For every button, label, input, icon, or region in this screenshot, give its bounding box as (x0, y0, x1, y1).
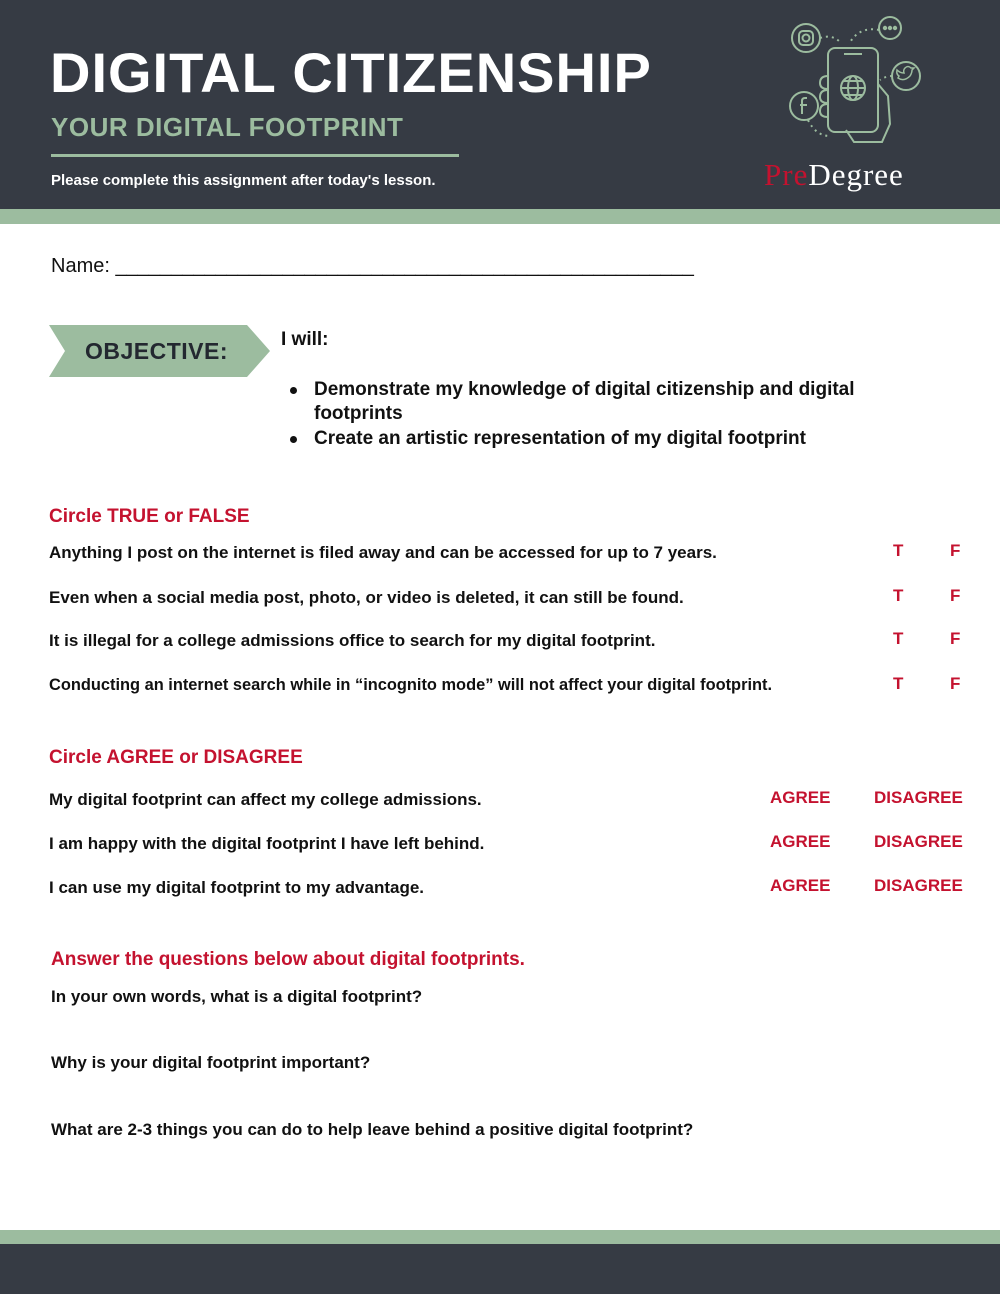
objective-list (314, 378, 934, 452)
header-banner (0, 0, 1000, 209)
true-false-heading: Circle TRUE or FALSE (49, 506, 250, 527)
true-option[interactable]: T (893, 586, 904, 605)
header-divider (51, 154, 459, 157)
agree-disagree-row (49, 878, 964, 902)
statement-text: Anything I post on the internet is filed away and can be accessed for up to 7 years. (49, 543, 717, 562)
header-accent-band (0, 209, 1000, 224)
true-false-row (49, 543, 964, 567)
true-option[interactable]: T (893, 629, 904, 648)
statement-text: I am happy with the digital footprint I have left behind. (49, 834, 485, 853)
logo-degree-text: Degree (808, 157, 904, 192)
false-option[interactable]: F (950, 586, 961, 605)
question-text: Why is your digital footprint important? (51, 1053, 371, 1072)
bullet-icon (290, 387, 297, 394)
agree-option[interactable]: AGREE (770, 832, 831, 851)
question-text: What are 2-3 things you can do to help leave behind a positive digital footprint? (51, 1120, 694, 1139)
footer-bar (0, 1244, 1000, 1294)
questions-heading: Answer the questions below about digital footprints. (51, 949, 525, 970)
disagree-option[interactable]: DISAGREE (874, 788, 963, 807)
phone-social-icon (782, 14, 932, 154)
page-title: DIGITAL CITIZENSHIP (50, 41, 652, 104)
question-text: In your own words, what is a digital footprint? (51, 987, 423, 1006)
statement-text: Conducting an internet search while in “incognito mode” will not affect your digital footprint. (49, 676, 773, 694)
page-subtitle: YOUR DIGITAL FOOTPRINT (51, 112, 404, 142)
objective-tag (49, 325, 270, 377)
footer-accent-band (0, 1230, 1000, 1244)
statement-text: Even when a social media post, photo, or video is deleted, it can still be found. (49, 588, 684, 607)
true-false-row (49, 588, 964, 612)
objective-item: Demonstrate my knowledge of digital citizenship and digital footprints (314, 378, 934, 426)
name-field[interactable] (51, 255, 694, 278)
agree-option[interactable]: AGREE (770, 876, 831, 895)
disagree-option[interactable]: DISAGREE (874, 876, 963, 895)
statement-text: My digital footprint can affect my college admissions. (49, 790, 482, 809)
disagree-option[interactable]: DISAGREE (874, 832, 963, 851)
statement-text: I can use my digital footprint to my advantage. (49, 878, 425, 897)
true-false-row (49, 676, 964, 700)
objective-intro: I will: (281, 329, 329, 350)
bullet-icon (290, 436, 297, 443)
statement-text: It is illegal for a college admissions office to search for my digital footprint. (49, 631, 656, 650)
predegree-logo (764, 158, 904, 192)
objective-item: Create an artistic representation of my digital footprint (314, 427, 934, 451)
name-label: Name: (51, 255, 116, 277)
agree-disagree-heading: Circle AGREE or DISAGREE (49, 747, 303, 768)
agree-disagree-row (49, 834, 964, 858)
assignment-instruction: Please complete this assignment after today's lesson. (51, 172, 436, 189)
agree-option[interactable]: AGREE (770, 788, 831, 807)
true-option[interactable]: T (893, 674, 904, 693)
name-blank[interactable]: ____________________________________________________ (115, 255, 694, 277)
false-option[interactable]: F (950, 629, 961, 648)
false-option[interactable]: F (950, 674, 961, 693)
logo-pre-text: Pre (764, 157, 809, 192)
objective-label: OBJECTIVE: (85, 338, 229, 364)
true-option[interactable]: T (893, 541, 904, 560)
agree-disagree-row (49, 790, 964, 814)
false-option[interactable]: F (950, 541, 961, 560)
true-false-row (49, 631, 964, 655)
